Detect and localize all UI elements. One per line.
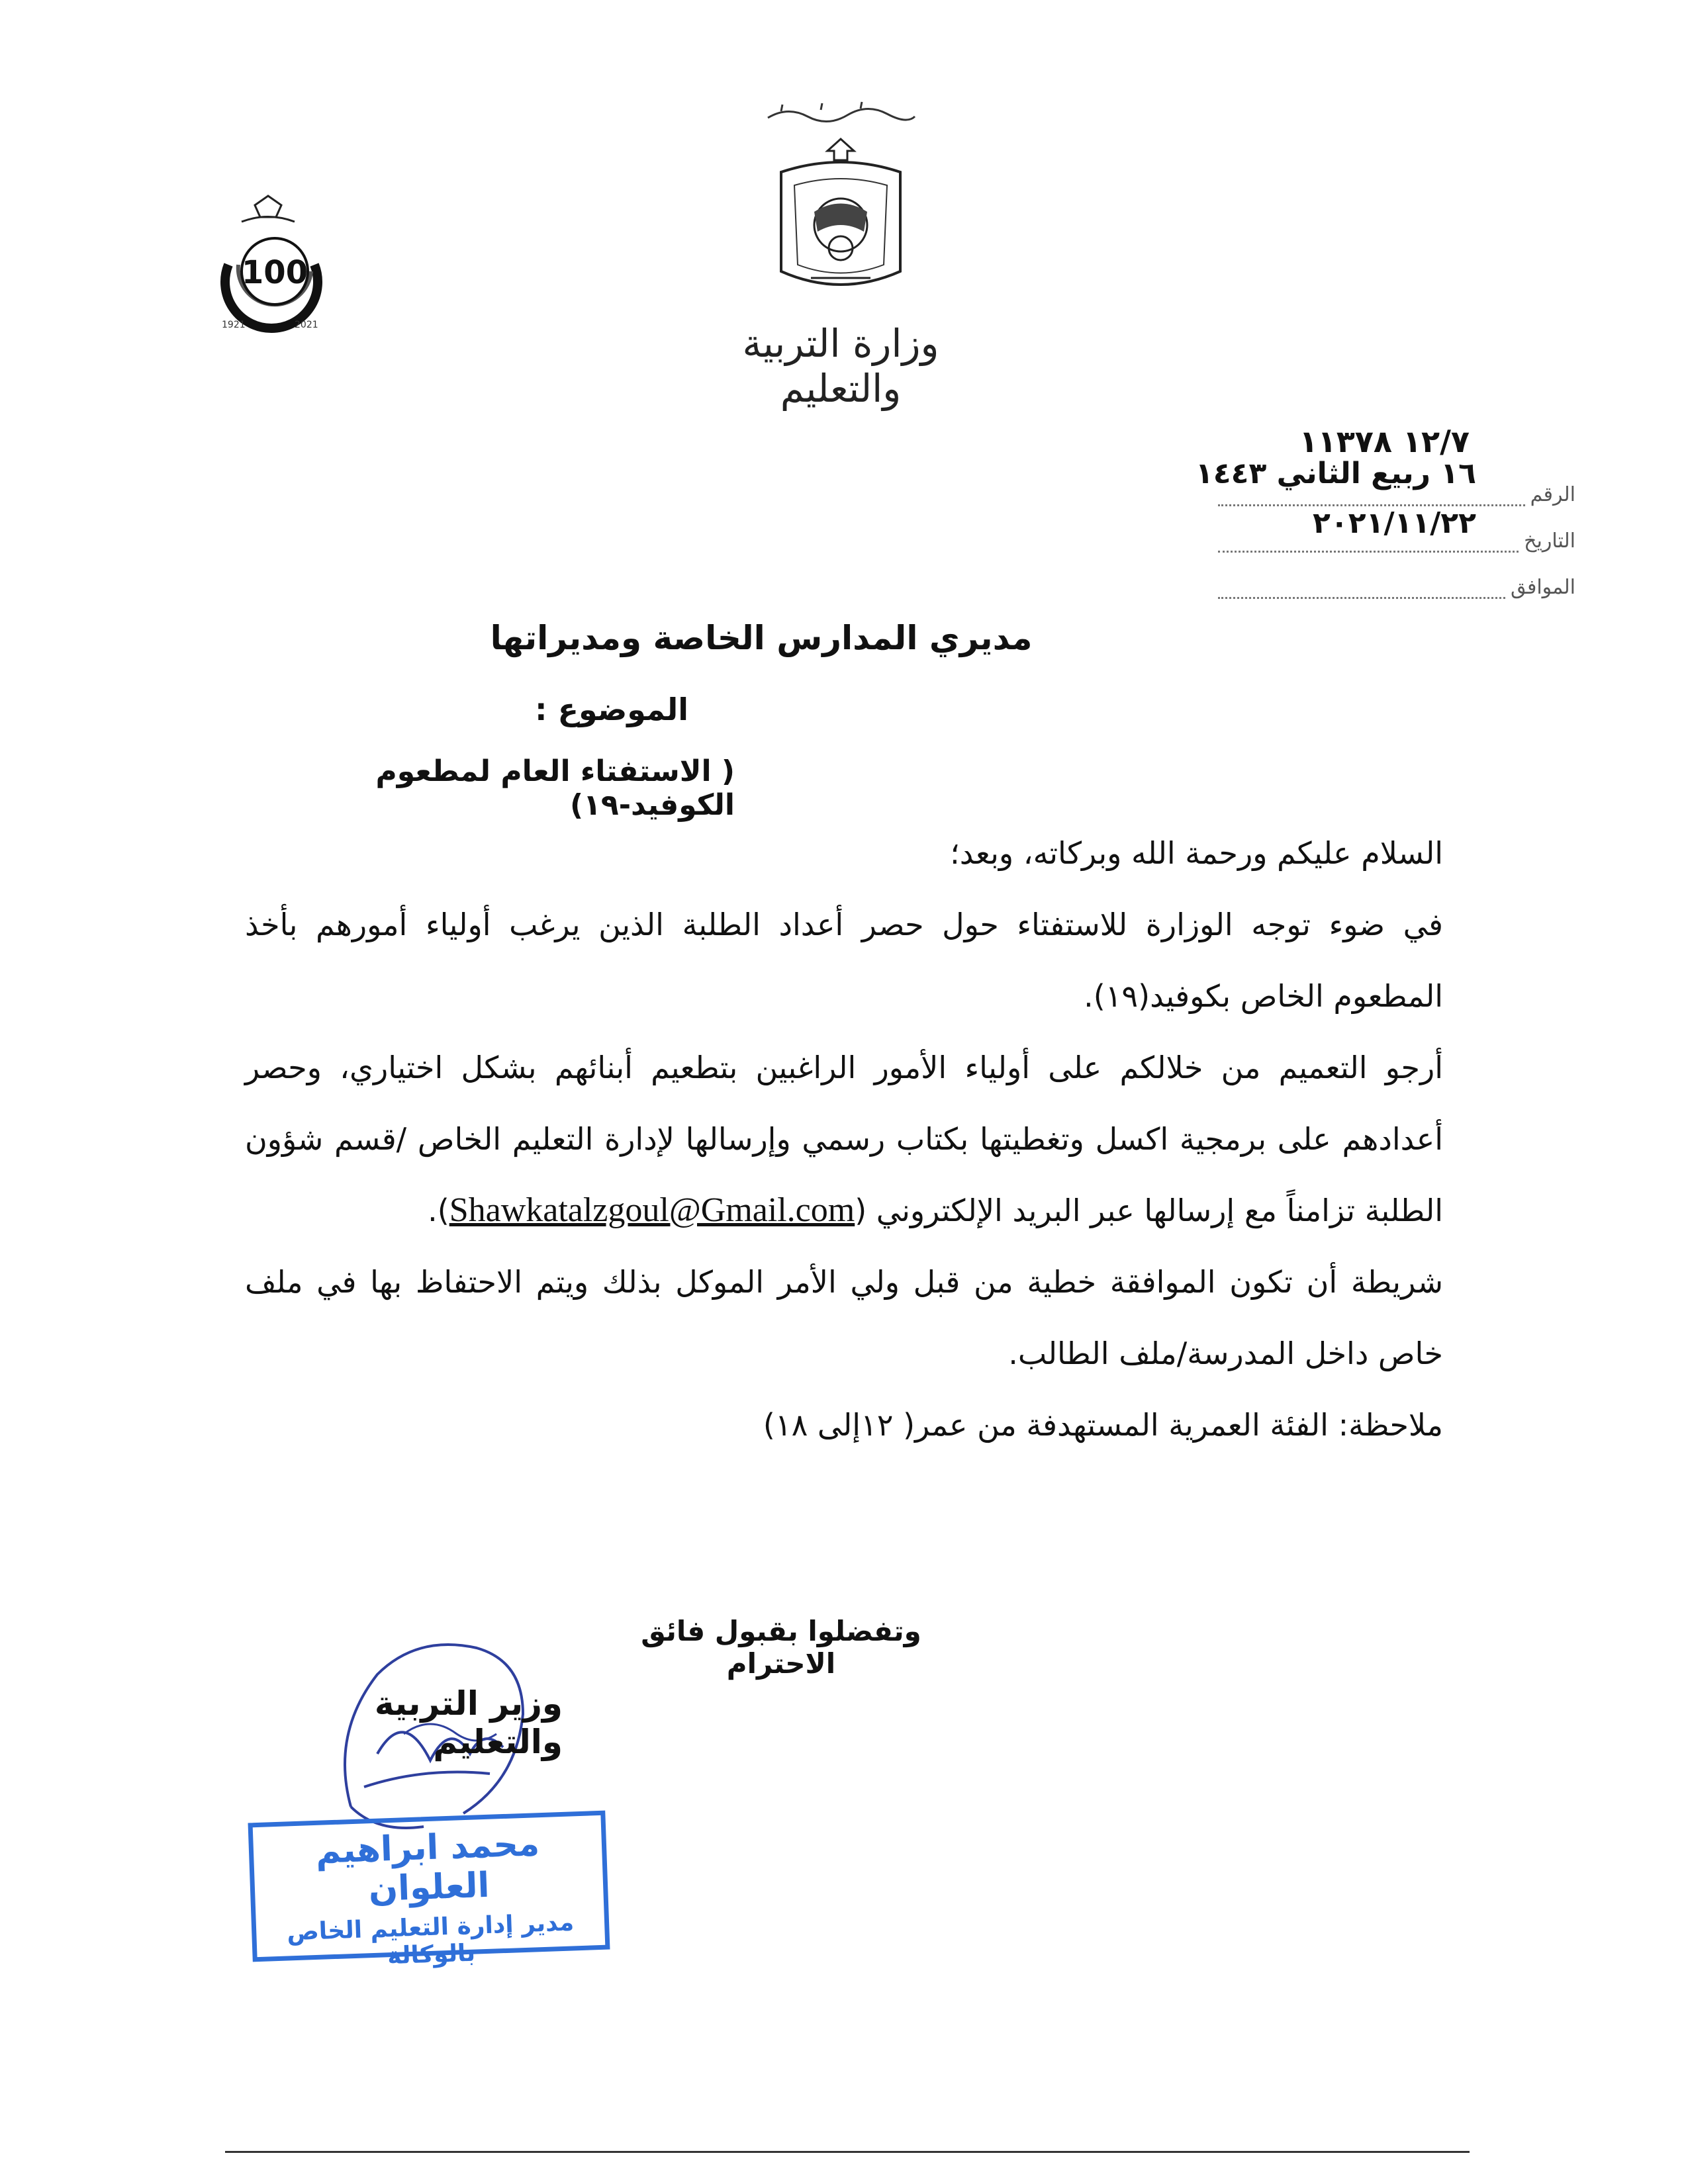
dotted-line — [1218, 499, 1525, 506]
stamp-role: مدير إدارة التعليم الخاص بالوكالة — [286, 1909, 575, 1970]
note: ملاحظة: الفئة العمرية المستهدفة من عمر( ١٢إلى ١٨) — [763, 1407, 1443, 1443]
subject-text: ( الاستفتاء العام لمطعوم الكوفيد-١٩) — [375, 754, 735, 822]
letter-body — [245, 817, 1443, 1461]
hijri-date: ١٦ ربيع الثاني ١٤٤٣ — [1195, 457, 1476, 490]
greeting: السلام عليكم ورحمة الله وبركاته، وبعد؛ — [950, 835, 1443, 871]
paragraph-2-text: أرجو التعميم من خلالكم على أولياء الأمور الراغبين بتطعيم أبنائهم بشكل اختياري، وحصر أعدادهم على برمجية اكسل وتغطيتها بكتاب رسمي وإرسالها لإدارة التعليم الخاص /قسم شؤون الطلبة تزامناً مع إرسالها عبر البريد الإلكتروني ( — [245, 1050, 1443, 1228]
reference-corresponding-label: الموافق — [1510, 576, 1575, 599]
gregorian-date: ٢٠٢١/١١/٢٢ — [1313, 506, 1476, 540]
dotted-line — [1218, 592, 1505, 599]
centennial-logo-icon — [202, 192, 334, 338]
bismillah-calligraphy — [761, 99, 920, 126]
reference-number-stamp: ١٢/٧ ١١٣٧٨ — [1299, 424, 1470, 459]
official-stamp — [248, 1811, 610, 1970]
paragraph-3: شريطة أن تكون الموافقة خطية من قبل ولي الأمر الموكل بذلك ويتم الاحتفاظ بها في ملف خاص داخل المدرسة/ملف الطالب. — [245, 1264, 1443, 1371]
paragraph-2-end: ). — [428, 1193, 449, 1228]
reference-number-label: الرقم — [1530, 483, 1575, 506]
jordan-coat-of-arms-icon — [765, 132, 917, 298]
paragraph-1: في ضوء توجه الوزارة للاستفتاء حول حصر أعداد الطلبة الذين يرغب أولياء أمورهم بأخذ المطعوم الخاص بكوفيد(١٩). — [245, 907, 1443, 1014]
dotted-line — [1218, 545, 1519, 553]
closing-line: وتفضلوا بقبول فائق الاحترام — [641, 1615, 921, 1680]
email-link[interactable]: Shawkatalzgoul@Gmail.com — [449, 1191, 855, 1229]
centennial-end-year: 2021 — [295, 320, 318, 330]
centennial-start-year: 1921 — [222, 320, 246, 330]
reference-date-label: التاريخ — [1524, 529, 1575, 553]
centennial-number: 100 — [241, 254, 308, 291]
signatory-title: وزير التربية والتعليم — [374, 1684, 563, 1761]
paragraph-2 — [245, 1032, 1443, 1246]
ministry-name: وزارة التربية والتعليم — [742, 321, 939, 411]
stamp-name: محمد ابراهيم العلوان — [314, 1824, 541, 1910]
reference-corresponding-row — [1218, 559, 1575, 599]
footer-divider — [225, 2151, 1470, 2153]
subject-label: الموضوع : — [535, 692, 688, 727]
addressee: مديري المدارس الخاصة ومديراتها — [490, 619, 1033, 657]
